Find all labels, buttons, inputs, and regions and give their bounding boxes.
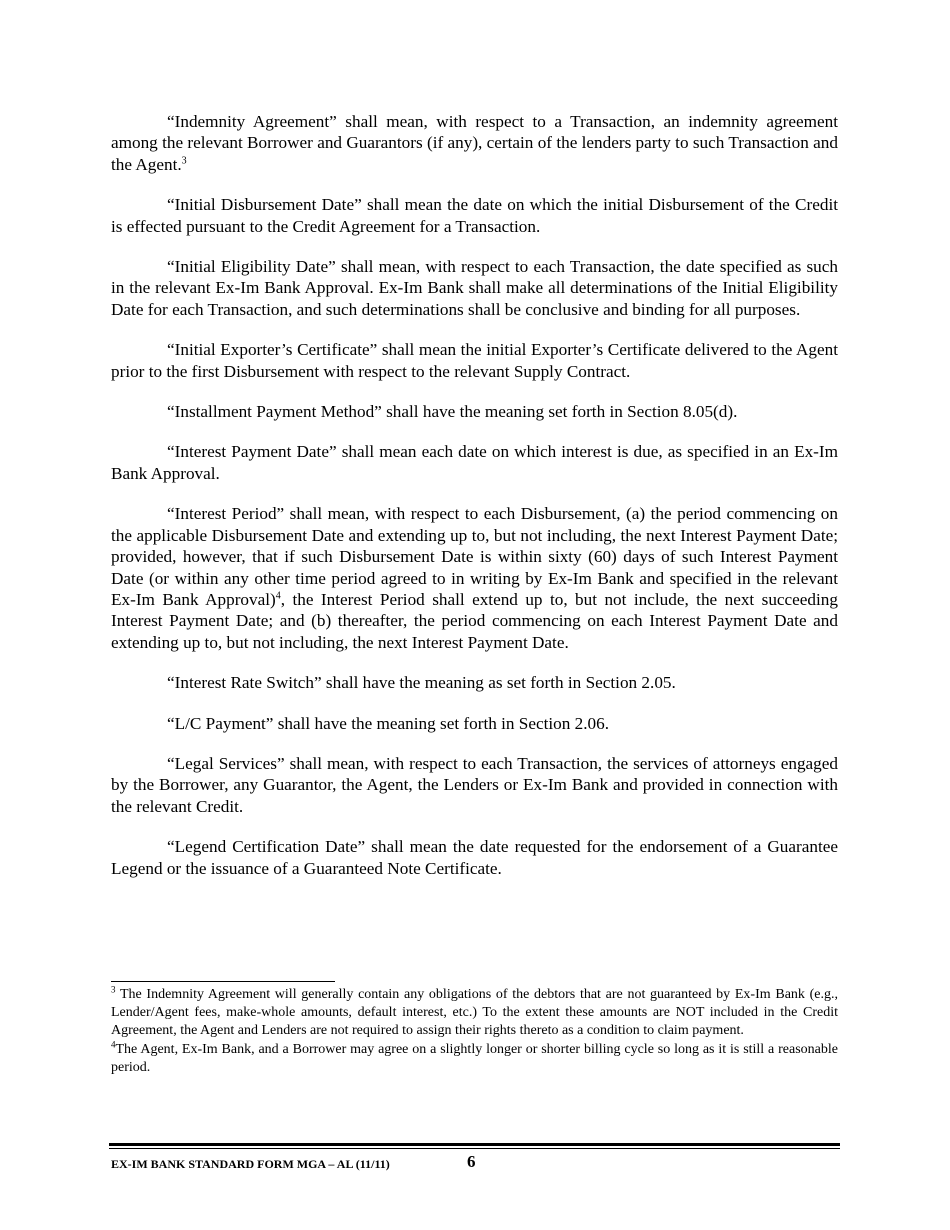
footnote-separator — [111, 981, 335, 982]
definition-interest-rate-switch: “Interest Rate Switch” shall have the meaning as set forth in Section 2.05. — [167, 673, 676, 693]
document-body — [111, 111, 838, 898]
definition-initial-disbursement-date: “Initial Disbursement Date” shall mean the date on which the initial Disbursement of the Credit is effected pursuant to the Credit Agreement for a Transaction. — [111, 195, 838, 236]
page-number: 6 — [467, 1152, 476, 1171]
footer-rule-thin — [109, 1148, 840, 1149]
definition-indemnity-agreement: “Indemnity Agreement” shall mean, with respect to a Transaction, an indemnity agreement among the relevant Borrower and Guarantors (if any), certain of the lenders party to such Transaction and the Agent.$^3$ — [111, 112, 838, 174]
footer-rule-thick — [109, 1143, 840, 1146]
footnote-3: $^3$ The Indemnity Agreement will generally contain any obligations of the debtors that are not guaranteed by Ex-Im Bank (e.g., Lender/Agent fees, make-whole amounts, default interest, etc.) To the extent these amounts are NOT included in the Credit Agreement, the Agent and Lenders are not required to assign their rights thereto as a condition to claim payment. — [111, 984, 838, 1039]
footnote-4: $^4$The Agent, Ex-Im Bank, and a Borrower may agree on a slightly longer or shorter billing cycle so long as it is still a reasonable period. — [111, 1038, 838, 1075]
definition-lc-payment: “L/C Payment” shall have the meaning set forth in Section 2.06. — [167, 713, 609, 733]
definition-interest-payment-date: “Interest Payment Date” shall mean each date on which interest is due, as specified in an Ex-Im Bank Approval. — [111, 442, 838, 483]
footnote-ref-3[interactable]: 3 — [181, 155, 187, 167]
footnote-ref-4[interactable]: 4 — [275, 590, 281, 602]
definition-legal-services: “Legal Services” shall mean, with respect to each Transaction, the services of attorneys engaged by the Borrower, any Guarantor, the Agent, the Lenders or Ex-Im Bank and provided in connection with the relevant Credit. — [111, 753, 838, 816]
definition-legend-certification-date: “Legend Certification Date” shall mean the date requested for the endorsement of a Guarantee Legend or the issuance of a Guaranteed Note Certificate. — [111, 837, 838, 878]
definition-initial-exporters-certificate: “Initial Exporter’s Certificate” shall mean the initial Exporter’s Certificate delivered to the Agent prior to the first Disbursement with respect to the relevant Supply Contract. — [111, 340, 838, 381]
footer-form-label: EX-IM BANK STANDARD FORM MGA – AL (11/11) — [111, 1157, 390, 1171]
definition-interest-period: “Interest Period” shall mean, with respect to each Disbursement, (a) the period commencing on the applicable Disbursement Date and extending up to, but not including, the next Interest Payment Date; provided, however, that if such Disbursement Date is within sixty (60) days of such Interest Payment Date (or within any other time period agreed to in writing by Ex-Im Bank and specified in the relevant Ex-Im Bank Approval)$^4$, the Interest Period shall extend up to, but not include, the next succeeding Interest Payment Date; and (b) thereafter, the period commencing on each Interest Payment Date and extending up to, but not including, the next Interest Payment Date. — [111, 504, 838, 652]
definition-initial-eligibility-date: “Initial Eligibility Date” shall mean, with respect to each Transaction, the date specified as such in the relevant Ex-Im Bank Approval. Ex-Im Bank shall make all determinations of the Initial Eligibility Date for each Transaction, and such determinations shall be conclusive and binding for all purposes. — [111, 257, 838, 319]
footnotes — [111, 986, 838, 1077]
definition-installment-payment-method: “Installment Payment Method” shall have the meaning set forth in Section 8.05(d). — [167, 402, 738, 422]
